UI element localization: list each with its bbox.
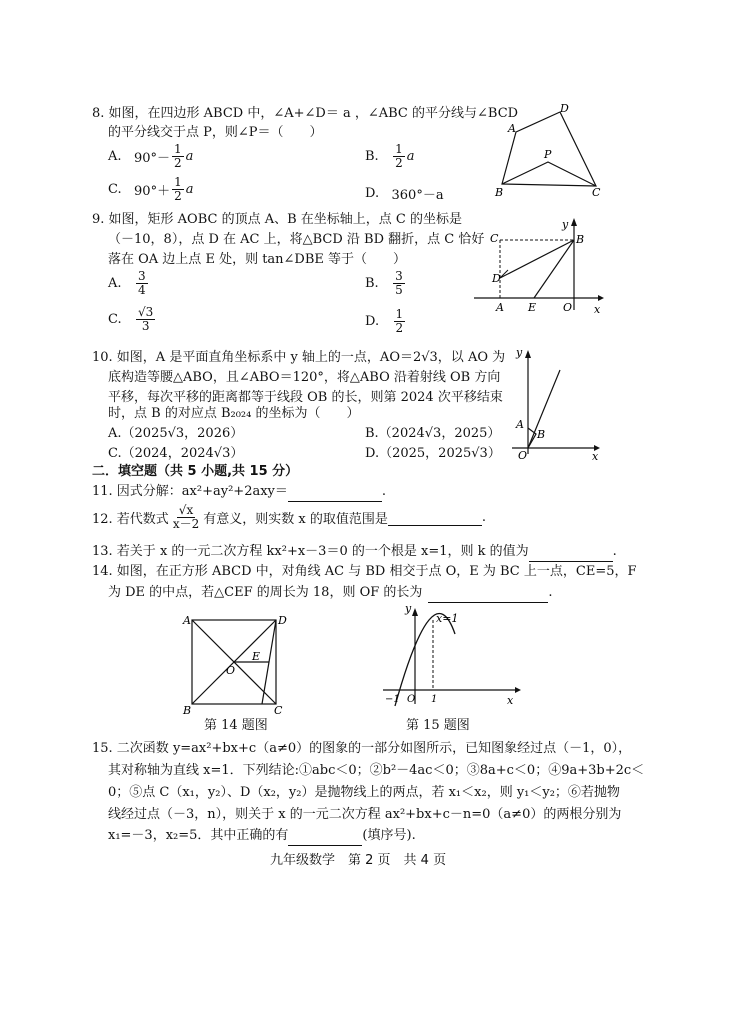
q10-label-a: A bbox=[516, 418, 524, 431]
q10-label-x: x bbox=[592, 450, 599, 462]
q8-label-b: B bbox=[495, 186, 504, 199]
q15-label-y: y bbox=[405, 602, 412, 615]
q15-y-arrow bbox=[412, 608, 418, 616]
q10-option-a: A.（2025√3，2026） bbox=[108, 426, 244, 441]
q12: 12. 若代数式 $\frac{√x}{x-2}$ 有意义，则实数 x 的取值范围是 . bbox=[92, 503, 486, 531]
q15-caption: 第 15 题图 bbox=[406, 718, 470, 733]
q13: 13. 若关于 x 的一元二次方程 kx²+x－3＝0 的一个根是 x=1，则 k 的值为 . bbox=[92, 542, 617, 562]
q15-parabola-figure bbox=[375, 600, 525, 712]
q10-stem-line1: 10. 如图，A 是平面直角坐标系中 y 轴上的一点，AO＝2√3，以 AO 为 bbox=[92, 350, 506, 365]
section-fill-in-heading: 二．填空题（共 5 小题,共 15 分） bbox=[92, 464, 299, 479]
q14-label-a: A bbox=[183, 614, 191, 627]
q10-y-arrow bbox=[525, 350, 531, 358]
q15-stem-line5: x₁=－3，x₂=5．其中正确的有 (填序号). bbox=[108, 826, 416, 846]
q15-stem-line3: 0；⑤点 C（x₁，y₂）、D（x₂，y₂）是抛物线上的两点，若 x₁＜x₂，则 y₁＜y₂；⑥若抛物 bbox=[108, 785, 620, 800]
q9-label-x: x bbox=[594, 303, 601, 316]
q14-caption: 第 14 题图 bbox=[204, 718, 268, 733]
q8-stem-line1: 8. 如图，在四边形 ABCD 中，∠A+∠D＝ a ，∠ABC 的平分线与∠BCD bbox=[92, 106, 519, 121]
q8-option-a-fraction: $\frac{1}{2}$ bbox=[173, 142, 182, 170]
q9-option-d: D. $\frac{1}{2}$ bbox=[365, 307, 404, 335]
q15-label-one: 1 bbox=[431, 694, 438, 705]
q9-option-a: A. $\frac{3}{4}$ bbox=[108, 269, 146, 297]
q9-coordinate-figure bbox=[468, 210, 608, 320]
q9-stem-line3: 落在 OA 边上点 E 处，则 tan∠DBE 等于（ ） bbox=[108, 252, 407, 267]
q8-option-b: B. $\frac{1}{2}$ a bbox=[365, 142, 415, 170]
q13-answer-blank[interactable] bbox=[529, 542, 613, 562]
q15-label-axis: x=1 bbox=[436, 612, 459, 625]
q10-label-b: B bbox=[537, 428, 546, 441]
q15-label-neg1: −1 bbox=[385, 694, 400, 705]
q14-label-e: E bbox=[252, 650, 261, 663]
q10-stem-line3: 平移，每次平移的距离都等于线段 OB 的长，则第 2024 次平移结束 bbox=[108, 390, 503, 405]
q14-stem-line2: 为 DE 的中点，若△CEF 的周长为 18，则 OF 的长为 . bbox=[108, 583, 553, 603]
page-footer: 九年级数学 第 2 页 共 4 页 bbox=[270, 853, 447, 868]
q10-stem-line2: 底构造等腰△ABO，且∠ABO＝120°，将△ABO 沿着射线 OB 方向 bbox=[108, 370, 501, 385]
q9-stem-line1: 9. 如图，矩形 AOBC 的顶点 A、B 在坐标轴上，点 C 的坐标是 bbox=[92, 212, 463, 227]
q9-y-arrow bbox=[571, 218, 577, 226]
q15-stem-line4: 线经过点（－3，n），则关于 x 的一元二次方程 ax²+bx+c－n=0（a≠0）的两根分别为 bbox=[108, 807, 622, 822]
q8-label-c: C bbox=[592, 186, 601, 199]
q15-x-arrow bbox=[515, 687, 521, 693]
q8-option-c-fraction: $\frac{1}{2}$ bbox=[174, 175, 182, 203]
q15-parabola-curve bbox=[395, 614, 455, 706]
q15-stem-line1: 15. 二次函数 y=ax²+bx+c（a≠0）的图象的一部分如图所示，已知图象经过点（－1，0）， bbox=[92, 741, 632, 756]
q9-label-c: C bbox=[490, 232, 499, 245]
q9-fold-bd bbox=[500, 240, 574, 278]
q10-option-b: B.（2024√3，2025） bbox=[365, 426, 501, 441]
q15-label-x: x bbox=[507, 694, 514, 707]
q14-label-o: O bbox=[226, 664, 236, 677]
q15-label-o: O bbox=[407, 694, 416, 705]
q9-stem-line2: （－10，8），点 D 在 AC 上，将△BCD 沿 BD 翻折，点 C 恰好 bbox=[108, 232, 485, 247]
q8-option-d: D. 360°－a bbox=[365, 186, 444, 203]
q8-bisector-lines bbox=[502, 162, 596, 186]
q11: 11. 因式分解：ax²+ay²+2axy＝ . bbox=[92, 482, 386, 502]
q8-option-c: C. 90°＋ $\frac{1}{2}$ a bbox=[108, 175, 194, 203]
q8-label-a: A bbox=[508, 122, 516, 135]
q9-label-y: y bbox=[562, 218, 569, 231]
q12-answer-blank[interactable] bbox=[388, 510, 482, 526]
q11-answer-blank[interactable] bbox=[288, 482, 382, 502]
q9-label-o: O bbox=[563, 301, 573, 314]
q9-label-b: B bbox=[576, 233, 585, 246]
q9-label-a: A bbox=[496, 301, 504, 314]
q9-option-b: B. $\frac{3}{5}$ bbox=[365, 269, 403, 297]
q8-quadrilateral-figure bbox=[490, 100, 610, 200]
q8-label-p: P bbox=[544, 148, 552, 161]
q8-label-d: D bbox=[560, 102, 569, 115]
q12-fraction: $\frac{√x}{x-2}$ bbox=[172, 503, 200, 531]
q9-line-be bbox=[534, 240, 574, 298]
q10-coordinate-figure bbox=[508, 342, 604, 462]
q9-label-d: D bbox=[492, 272, 501, 285]
q8-stem-line2: 的平分线交于点 P，则∠P＝（ ） bbox=[108, 125, 323, 140]
q10-stem-line4: 时，点 B 的对应点 B₂₀₂₄ 的坐标为（ ） bbox=[108, 406, 360, 421]
q14-square-figure bbox=[180, 610, 290, 716]
q15-stem-line2: 其对称轴为直线 x=1．下列结论:①abc＜0；②b²－4ac＜0；③8a+c＜0；④9a+3b+2c＜ bbox=[108, 763, 645, 778]
q10-option-c: C.（2024，2024√3） bbox=[108, 446, 244, 461]
q10-option-d: D.（2025，2025√3） bbox=[365, 446, 501, 461]
q10-label-y: y bbox=[516, 346, 523, 359]
q9-option-c: C. $\frac{√3}{3}$ bbox=[108, 305, 154, 333]
q14-label-d: D bbox=[278, 614, 287, 627]
q10-label-o: O bbox=[518, 449, 528, 462]
q8-option-a: A. 90°－ $\frac{1}{2}$ a bbox=[108, 142, 194, 170]
q8-option-b-fraction: $\frac{1}{2}$ bbox=[395, 142, 403, 170]
q9-x-arrow bbox=[598, 295, 604, 301]
q14-label-b: B bbox=[183, 704, 192, 716]
q15-answer-blank[interactable] bbox=[288, 826, 362, 846]
q14-label-c: C bbox=[274, 704, 283, 716]
q14-stem-line1: 14. 如图，在正方形 ABCD 中，对角线 AC 与 BD 相交于点 O，E 为 BC 上一点，CE=5，F bbox=[92, 564, 637, 579]
q9-label-e: E bbox=[528, 301, 537, 314]
